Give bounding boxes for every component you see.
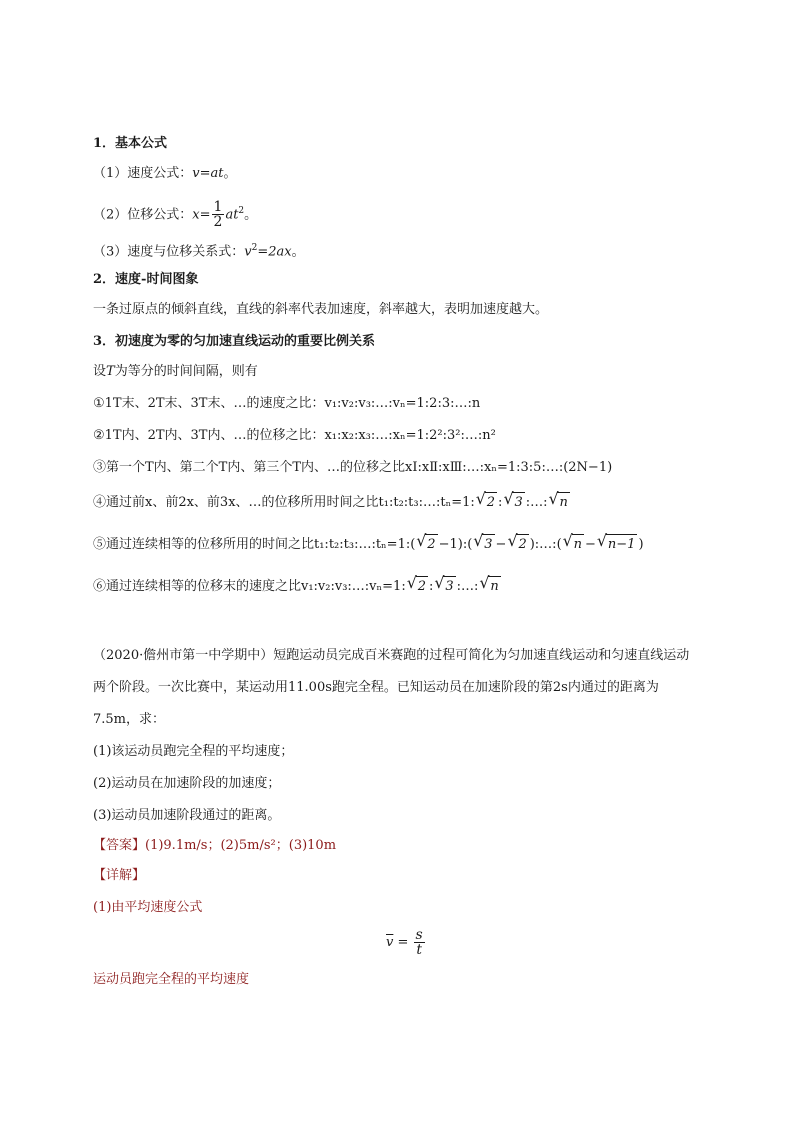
velocity-formula-label: （1）速度公式： [93,166,193,181]
ratio-5-close: ) [638,537,644,552]
average-velocity-equation [386,924,426,962]
displacement-formula-sup: 2 [238,206,245,216]
eq-denominator: t [416,942,422,958]
detail-line-2: 运动员跑完全程的平均速度 [93,972,250,987]
sqrt-2: √ 2 [407,576,428,597]
ratio-3: ③第一个T内、第二个T内、第三个T内、…的位移之比xⅠ:xⅡ:xⅢ:…:xₙ=1:3:5:…:(2N−1) [93,460,613,475]
vd-formula-rhs: =2ax [257,244,292,260]
section-2-heading: 2．速度-时间图象 [93,272,199,287]
problem-line-2: 两个阶段。一次比赛中，某运动用11.00s跑完全程。已知运动员在加速阶段的第2s内通过的距离为 [93,680,659,695]
ratio-5 [93,534,644,555]
problem-line-1: （2020·儋州市第一中学期中）短跑运动员完成百米赛跑的过程可简化为匀加速直线运动和匀速直线运动 [93,648,690,663]
ratio-5-minus2: − [585,537,596,552]
vd-formula-label: （3）速度与位移关系式： [93,244,245,260]
velocity-formula-end: 。 [223,166,237,181]
detail-line-1: (1)由平均速度公式 [93,900,203,915]
sqrt-n: √ n [479,576,500,597]
eq-numerator: s [415,927,423,943]
velocity-displacement-formula [93,238,305,262]
intro-pre: 设 [93,364,107,379]
displacement-formula-at: at [225,207,239,223]
ratio-1: ①1T末、2T末、3T末、…的速度之比：v₁:v₂:v₃:…:vₙ=1:2:3:…:n [93,396,481,411]
vd-formula-sup: 2 [251,243,258,253]
fraction-denominator: 2 [213,214,223,231]
sqrt-n: √ n [563,534,584,555]
section-1-heading: 1．基本公式 [93,136,168,151]
fraction-one-half [212,200,225,229]
sqrt-2: √ 2 [416,534,437,555]
sqrt-2: √ 2 [507,534,528,555]
ratio-2: ②1T内、2T内、3T内、…的位移之比：x₁:x₂:x₃:…:xₙ=1:2²:3²:…:n² [93,428,496,443]
eq-fraction [414,928,425,957]
ratio-5-text: ⑤通过连续相等的位移所用的时间之比t₁:t₂:t₃:…:tₙ=1:( [93,537,416,552]
section-2-body: 一条过原点的倾斜直线，直线的斜率代表加速度，斜率越大，表明加速度越大。 [93,302,549,317]
ratio-4-sep2: :…: [525,495,548,510]
sqrt-3: √ 3 [434,576,455,597]
ratio-6 [93,576,502,597]
answer: 【答案】(1)9.1m/s；(2)5m/s²；(3)10m [93,838,337,853]
ratio-5-part2: ):…:( [529,537,562,552]
ratio-4-text: ④通过前x、前2x、前3x、…的位移所用时间之比t₁:t₂:t₃:…:tₙ=1: [93,495,475,510]
question-1: (1)该运动员跑完全程的平均速度； [93,744,294,759]
velocity-formula-expr: v=at [192,166,224,181]
sqrt-n: √ n [548,492,569,513]
section-3-intro [93,362,258,382]
ratio-4-sep: : [498,495,503,510]
intro-post: 为等分的时间间隔，则有 [114,364,258,379]
sqrt-2: √ 2 [476,492,497,513]
fraction-numerator: 1 [213,199,223,216]
sqrt-3: √ 3 [503,492,524,513]
eq-v-bar: $\overline{v}$ [386,935,394,950]
intro-T: T [106,364,115,379]
problem-line-3: 7.5m，求： [93,712,166,727]
ratio-6-sep: : [428,579,434,594]
eq-equals: = [397,935,409,950]
section-3-heading: 3．初速度为零的匀加速直线运动的重要比例关系 [93,334,376,349]
vd-formula-v: v [244,244,252,260]
detail-heading: 【详解】 [93,868,146,883]
ratio-4 [93,492,571,513]
ratio-6-sep2: :…: [456,579,479,594]
ratio-5-minus: − [495,537,507,552]
sqrt-n-minus-1: √ n−1 [597,534,638,555]
velocity-formula [93,164,237,184]
displacement-formula-end: 。 [244,207,258,223]
displacement-formula [93,194,257,232]
sqrt-3: √ 3 [473,534,494,555]
vd-formula-end: 。 [291,244,305,260]
question-2: (2)运动员在加速阶段的加速度； [93,776,281,791]
ratio-6-text: ⑥通过连续相等的位移末的速度之比v₁:v₂:v₃:…:vₙ=1: [93,579,406,594]
question-3: (3)运动员加速阶段通过的距离。 [93,808,281,823]
displacement-formula-lhs: x= [192,207,211,223]
ratio-5-part: −1):( [438,537,473,552]
displacement-formula-label: （2）位移公式： [93,207,193,223]
